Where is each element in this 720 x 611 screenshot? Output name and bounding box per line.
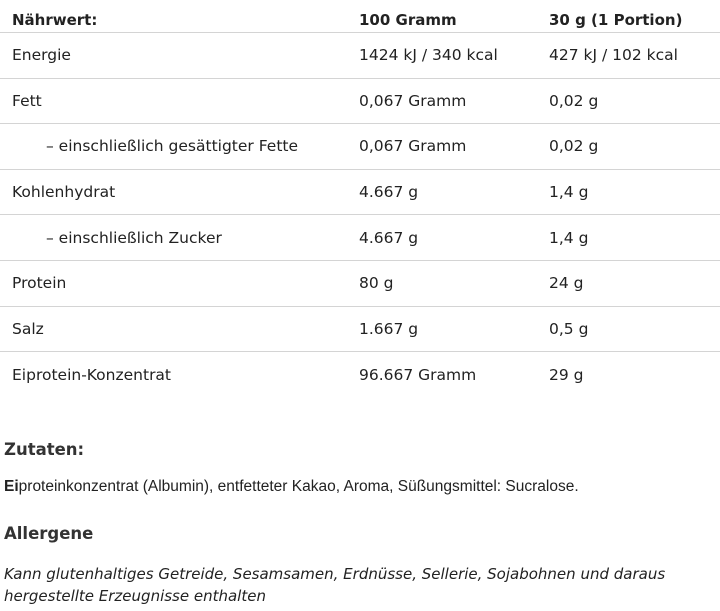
value-per-portion: 29 g <box>549 365 584 384</box>
value-per-portion: 1,4 g <box>549 228 589 247</box>
nutrient-label: Kohlenhydrat <box>12 183 116 202</box>
value-per-portion: 0,02 g <box>549 137 599 156</box>
ingredients-bold-prefix: Ei <box>4 478 19 495</box>
ingredients-heading: Zutaten: <box>4 440 85 459</box>
allergens-heading: Allergene <box>4 524 94 543</box>
value-per-portion: 0,5 g <box>549 319 589 338</box>
nutrient-label: Protein <box>12 274 67 293</box>
value-per-portion: 1,4 g <box>549 183 589 202</box>
nutrient-label: – einschließlich Zucker <box>46 228 222 247</box>
nutrient-label: – einschließlich gesättigter Fette <box>46 137 299 156</box>
table-row-fat <box>0 79 720 125</box>
value-per-100g: 96.667 Gramm <box>359 365 477 384</box>
table-row-egg-protein <box>0 352 720 398</box>
value-per-portion: 0,02 g <box>549 91 599 110</box>
table-row-salt <box>0 307 720 353</box>
value-per-100g: 0,067 Gramm <box>359 91 467 110</box>
table-header-row <box>0 0 720 33</box>
table-row-protein <box>0 261 720 307</box>
nutrient-label: Salz <box>12 319 44 338</box>
ingredients-text <box>4 478 579 496</box>
value-per-100g: 80 g <box>359 274 394 293</box>
nutrient-label: Eiprotein-Konzentrat <box>12 365 172 384</box>
ingredients-body: proteinkonzentrat (Albumin), entfetteter Kakao, Aroma, Süßungsmittel: Sucralose. <box>18 478 579 495</box>
allergens-text: Kann glutenhaltiges Getreide, Sesamsamen, Erdnüsse, Sellerie, Sojabohnen und daraus hergestellte Erzeugnisse enthalten <box>4 565 666 605</box>
value-per-100g: 0,067 Gramm <box>359 137 467 156</box>
value-per-portion: 427 kJ / 102 kcal <box>549 46 678 65</box>
value-per-portion: 24 g <box>549 274 584 293</box>
nutrient-label: Energie <box>12 46 71 65</box>
value-per-100g: 4.667 g <box>359 183 419 202</box>
header-per-portion: 30 g (1 Portion) <box>549 11 683 29</box>
value-per-100g: 1424 kJ / 340 kcal <box>359 46 498 65</box>
header-nutrient: Nährwert: <box>12 11 98 29</box>
value-per-100g: 4.667 g <box>359 228 419 247</box>
table-row-saturated-fat <box>0 124 720 170</box>
table-row-sugar <box>0 215 720 261</box>
table-row-carbohydrate <box>0 170 720 216</box>
value-per-100g: 1.667 g <box>359 319 419 338</box>
table-row-energy <box>0 33 720 79</box>
nutrient-label: Fett <box>12 91 42 110</box>
header-per-100g: 100 Gramm <box>359 11 457 29</box>
